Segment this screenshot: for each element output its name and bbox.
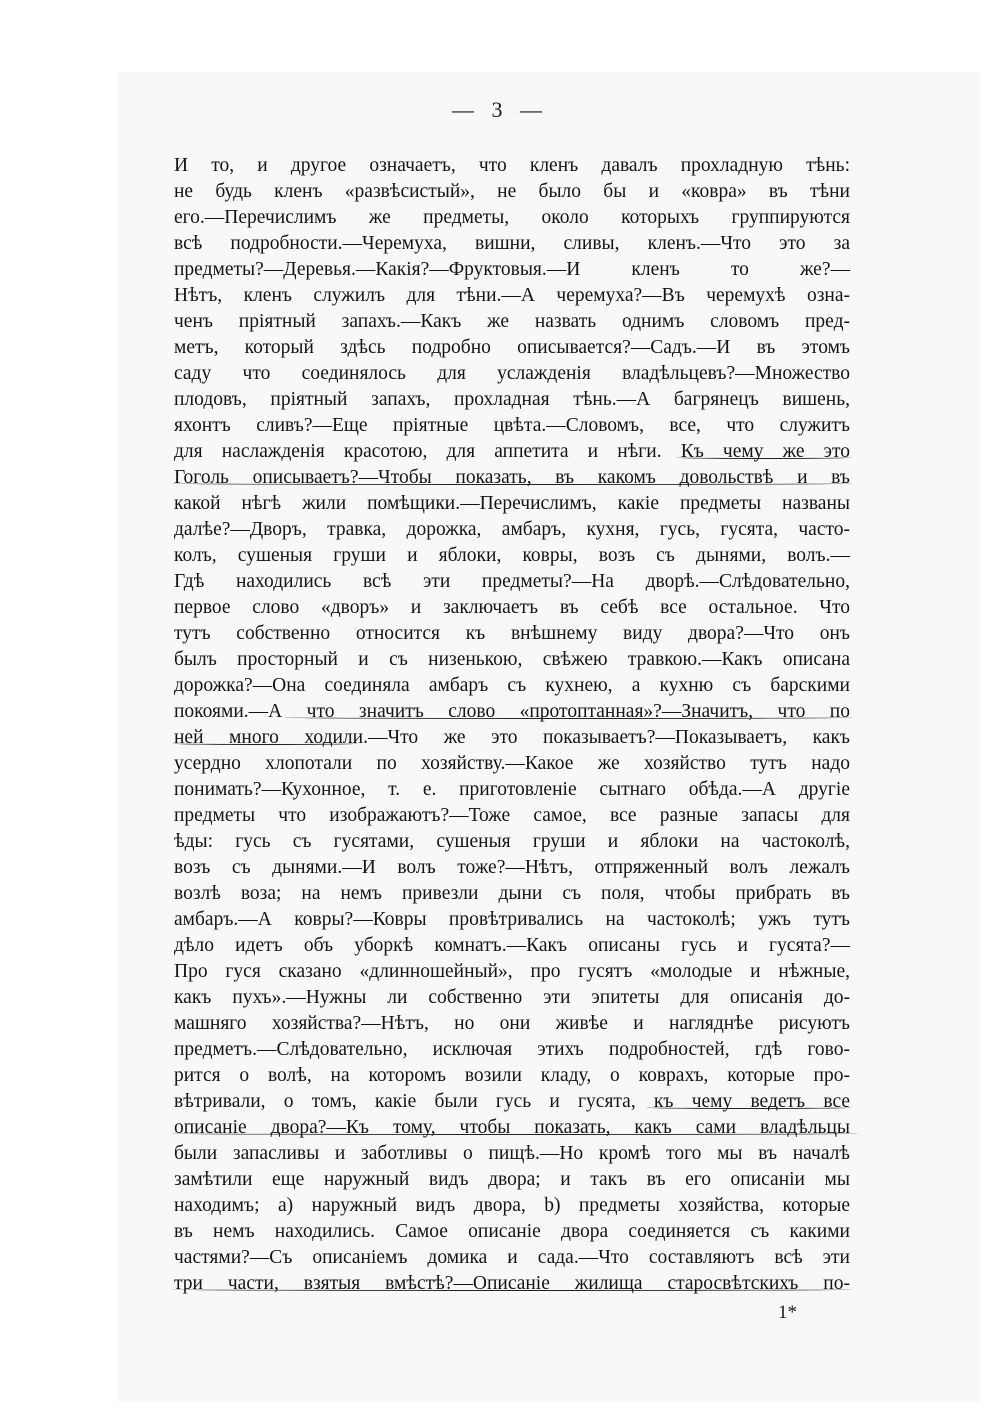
text-line: всѣ подробности.—Черемуха, вишни, сливы, кленъ.—Что это за (174, 233, 850, 254)
text-line: для наслажденія красотою, для аппетита и нѣги. Къ чему же это (174, 441, 850, 462)
text-line: были запасливы и заботливы о пищѣ.—Но кромѣ того мы въ началѣ (174, 1143, 850, 1164)
page-number: — 3 — (452, 97, 548, 122)
text-line: въ немъ находились. Самое описаніе двора соединяется съ какими (174, 1221, 850, 1242)
text-line: колъ, сушеныя груши и яблоки, ковры, возъ съ дынями, волъ.— (174, 545, 850, 566)
pencil-underline (646, 1106, 852, 1109)
text-line: вѣтривали, о томъ, какіе были гусь и гусята, къ чему ведетъ все (174, 1091, 850, 1112)
text-line: находимъ; а) наружный видъ двора, b) предметы хозяйства, которые (174, 1195, 850, 1216)
body-text (174, 153, 850, 1297)
text-line: предметъ.—Слѣдовательно, исключая этихъ подробностей, гдѣ гово- (174, 1039, 850, 1060)
text-line: первое слово «дворъ» и заключаетъ въ себѣ все остальное. Что (174, 597, 850, 618)
text-line: далѣе?—Дворъ, травка, дорожка, амбаръ, кухня, гусь, гусята, часто- (174, 519, 850, 540)
text-line: Про гуся сказано «длинношейный», про гусятъ «молодые и нѣжные, (174, 961, 850, 982)
pencil-underline (284, 716, 852, 719)
text-line: Гоголь описываетъ?—Чтобы показать, въ какомъ довольствѣ и въ (174, 467, 850, 488)
text-line: Нѣтъ, кленъ служилъ для тѣни.—А черемуха?—Въ черемухѣ озна- (174, 285, 850, 306)
text-line: ченъ пріятный запахъ.—Какъ же назвать однимъ словомъ пред- (174, 311, 850, 332)
signature-mark: 1* (778, 1302, 797, 1323)
text-line: три части, взятыя вмѣстѣ?—Описаніе жилища старосвѣтскихъ по- (174, 1273, 850, 1294)
text-line: описаніе двора?—Къ тому, чтобы показать, какъ сами владѣльцы (174, 1117, 850, 1138)
text-line: замѣтили еще наружный видъ двора; и такъ въ его описаніи мы (174, 1169, 850, 1190)
pencil-underline (172, 742, 358, 745)
text-line: какъ пухъ».—Нужны ли собственно эти эпитеты для описанія до- (174, 987, 850, 1008)
text-line: понимать?—Кухонное, т. е. приготовленіе сытнаго обѣда.—А другіе (174, 779, 850, 800)
text-line: дорожка?—Она соединяла амбаръ съ кухнею, а кухню съ барскими (174, 675, 850, 696)
text-line: машняго хозяйства?—Нѣтъ, но они живѣе и нагляднѣе рисуютъ (174, 1013, 850, 1034)
text-line: какой нѣгѣ жили помѣщики.—Перечислимъ, какіе предметы названы (174, 493, 850, 514)
text-line: былъ просторный и съ низенькою, свѣжею травкою.—Какъ описана (174, 649, 850, 670)
text-line: плодовъ, пріятный запахъ, прохладная тѣнь.—А багрянецъ вишень, (174, 389, 850, 410)
text-line: яхонтъ сливъ?—Еще пріятные цвѣта.—Словомъ, все, что служитъ (174, 415, 850, 436)
text-line: возъ съ дынями.—И волъ тоже?—Нѣтъ, отпряженный волъ лежалъ (174, 857, 850, 878)
text-line: покоями.—А что значитъ слово «протоптанная»?—Значитъ, что по (174, 701, 850, 722)
text-line: тутъ собственно относится къ внѣшнему виду двора?—Что онъ (174, 623, 850, 644)
text-line: саду что соединялось для услажденія владѣльцевъ?—Множество (174, 363, 850, 384)
text-line: ней много ходили.—Что же это показываетъ?—Показываетъ, какъ (174, 727, 850, 748)
text-line: не будь кленъ «развѣсистый», не было бы и «ковра» въ тѣни (174, 181, 850, 202)
text-line: предметы?—Деревья.—Какія?—Фруктовыя.—И кленъ то же?— (174, 259, 850, 280)
pencil-underline (172, 1288, 852, 1291)
text-line: дѣло идетъ объ уборкѣ комнатъ.—Какъ описаны гусь и гусята?— (174, 935, 850, 956)
text-line: ѣды: гусь съ гусятами, сушеныя груши и яблоки на частоколѣ, (174, 831, 850, 852)
text-line: частями?—Съ описаніемъ домика и сада.—Что составляютъ всѣ эти (174, 1247, 850, 1268)
text-line: амбаръ.—А ковры?—Ковры провѣтривались на частоколѣ; ужъ тутъ (174, 909, 850, 930)
text-line: усердно хлопотали по хозяйству.—Какое же хозяйство тутъ надо (174, 753, 850, 774)
pencil-underline (676, 456, 852, 459)
text-line: его.—Перечислимъ же предметы, около которыхъ группируются (174, 207, 850, 228)
pencil-underline (172, 482, 852, 485)
pencil-underline (172, 1132, 858, 1135)
text-line: предметы что изображаютъ?—Тоже самое, все разные запасы для (174, 805, 850, 826)
text-line: рится о волѣ, на которомъ возили кладу, о коврахъ, которые про- (174, 1065, 850, 1086)
text-line: возлѣ воза; на немъ привезли дыни съ поля, чтобы прибрать въ (174, 883, 850, 904)
text-line: И то, и другое означаетъ, что кленъ давалъ прохладную тѣнь: (174, 155, 850, 176)
text-line: метъ, который здѣсь подробно описывается?—Садъ.—И въ этомъ (174, 337, 850, 358)
text-line: Гдѣ находились всѣ эти предметы?—На дворѣ.—Слѣдовательно, (174, 571, 850, 592)
